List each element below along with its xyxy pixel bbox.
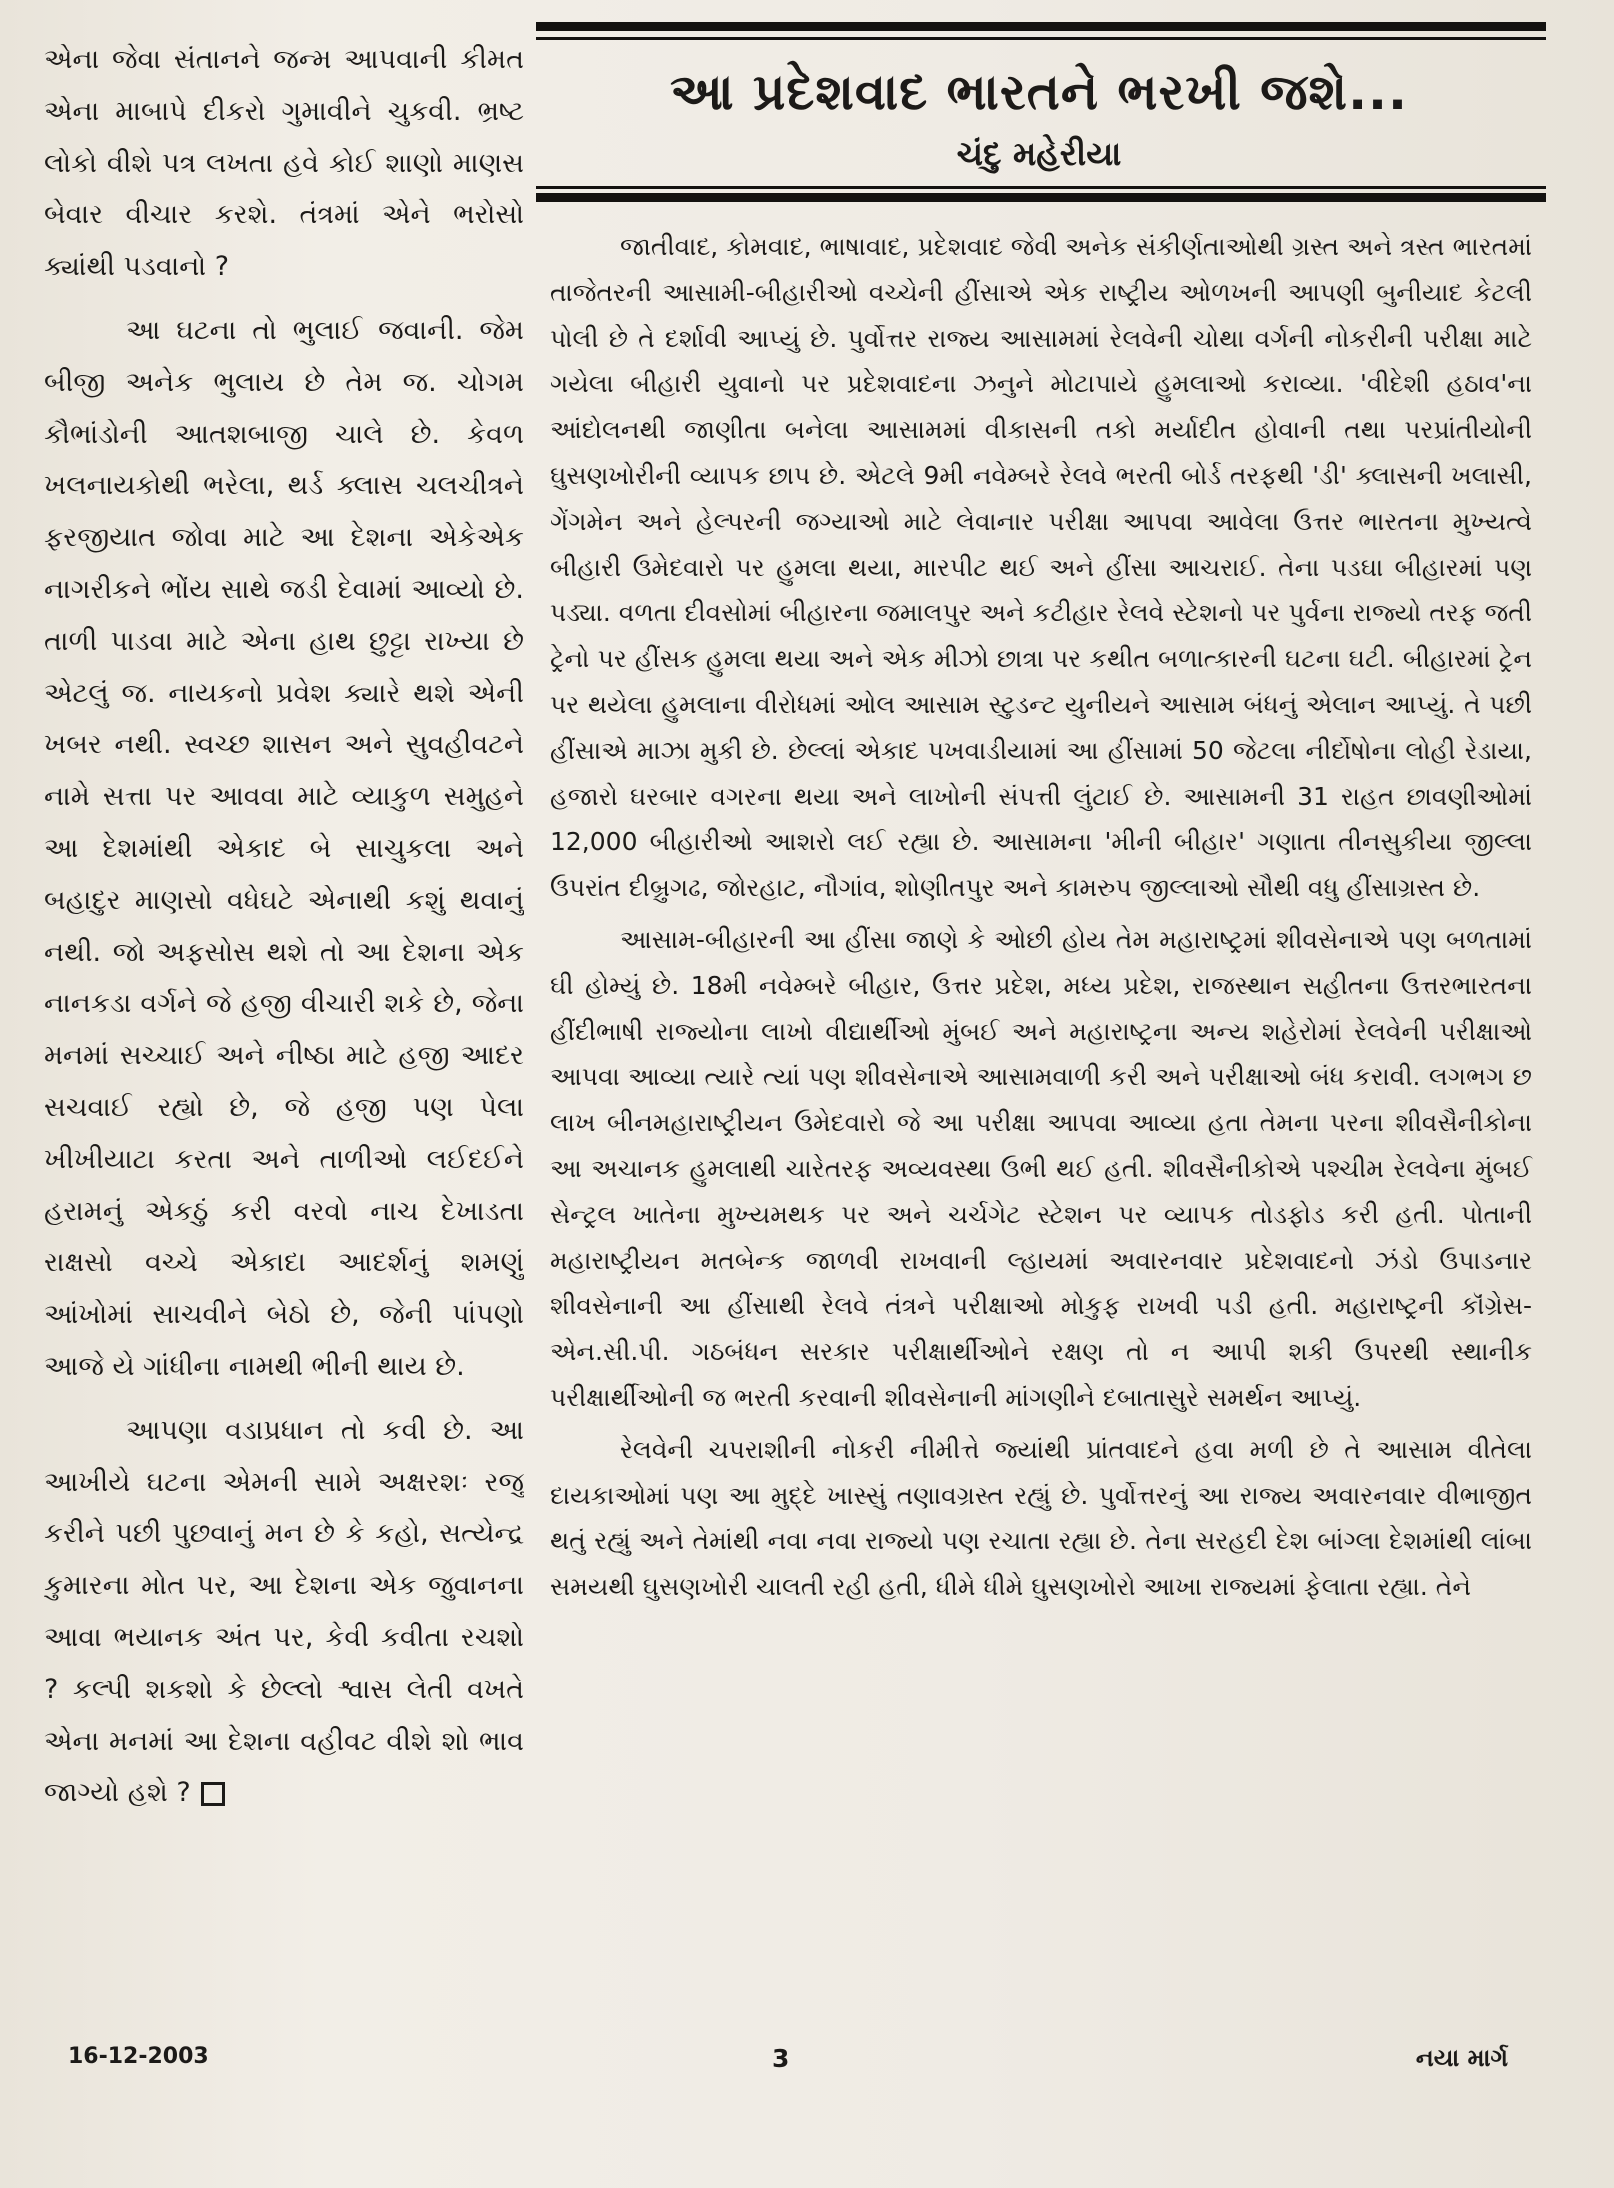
left-paragraph-3-text: આપણા વડાપ્રધાન તો કવી છે. આ આખીયે ઘટના એમની સામે અક્ષરશઃ રજુ કરીને પછી પુછવાનું મન છે કે કહો, સત્યેન્દ્ર કુમારના મોત પર, આ દેશના એક જુવાનના આવા ભયાનક અંત પર, કેવી કવીતા રચશો ? કલ્પી શકશો કે છેલ્લો શ્વાસ લેતી વખતે એના મનમાં આ દેશના વહીવટ વીશે શો ભાવ જાગ્યો હશે ? bbox=[44, 1414, 524, 1809]
magazine-name: નયા માર્ગ bbox=[1415, 2044, 1508, 2072]
title-top-rule bbox=[536, 22, 1546, 31]
title-bottom-thin-rule bbox=[536, 186, 1546, 189]
left-column bbox=[44, 34, 524, 2034]
article-body bbox=[532, 224, 1546, 1610]
end-of-article-box-icon bbox=[201, 1782, 225, 1806]
left-paragraph-1-text: એના જેવા સંતાનને જન્મ આપવાની કીમત એના માબાપે દીકરો ગુમાવીને ચુકવી. ભ્રષ્ટ લોકો વીશે પત્ર લખતા હવે કોઈ શાણો માણસ બેવાર વીચાર કરશે. તંત્રમાં એને ભરોસો ક્યાંથી પડવાનો ? bbox=[44, 44, 524, 283]
article-author: ચંદુ મહેરીયા bbox=[956, 134, 1122, 173]
article-title: આ પ્રદેશવાદ ભારતને ભરખી જશે... bbox=[669, 63, 1409, 121]
article-paragraph-2-text: આસામ-બીહારની આ હીંસા જાણે કે ઓછી હોય તેમ મહારાષ્ટ્રમાં શીવસેનાએ પણ બળતામાં ઘી હોમ્યું છે. 18મી નવેમ્બરે બીહાર, ઉત્તર પ્રદેશ, મધ્ય પ્રદેશ, રાજસ્થાન સહીતના ઉત્તરભારતના હીંદીભાષી રાજ્યોના લાખો વીદ્યાર્થીઓ મુંબઈ અને મહારાષ્ટ્રના અન્ય શહેરોમાં રેલવેની પરીક્ષાઓ આપવા આવ્યા ત્યારે ત્યાં પણ શીવસેનાએ આસામવાળી કરી અને પરીક્ષાઓ બંધ કરાવી. લગભગ છ લાખ બીનમહારાષ્ટ્રીયન ઉમેદવારો જે આ પરીક્ષા આપવા આવ્યા હતા તેમના પરના શીવસૈનીકોના આ અચાનક હુમલાથી ચારેતરફ અવ્યવસ્થા ઉભી થઈ હતી. શીવસૈનીકોએ પશ્ચીમ રેલવેના મુંબઈ સેન્ટ્રલ ખાતેના મુખ્યમથક પર અને ચર્ચગેટ સ્ટેશન પર વ્યાપક તોડફોડ કરી હતી. પોતાની મહારાષ્ટ્રીયન મતબેન્ક જાળવી રાખવાની લ્હાયમાં અવારનવાર પ્રદેશવાદનો ઝંડો ઉપાડનાર શીવસેનાની આ હીંસાથી રેલવે તંત્રને પરીક્ષાઓ મોકુફ રાખવી પડી હતી. મહારાષ્ટ્રની કૉંગ્રેસ-એન.સી.પી. ગઠબંધન સરકાર પરીક્ષાર્થીઓને રક્ષણ તો ન આપી શકી ઉપરથી સ્થાનીક પરીક્ષાર્થીઓની જ ભરતી કરવાની શીવસેનાની માંગણીને દબાતાસુરે સમર્થન આપ્યું. bbox=[550, 924, 1532, 1412]
title-bottom-rule bbox=[536, 193, 1546, 202]
issue-date: 16-12-2003 bbox=[68, 2044, 209, 2069]
article-paragraph-1-text: જાતીવાદ, કોમવાદ, ભાષાવાદ, પ્રદેશવાદ જેવી અનેક સંકીર્ણતાઓથી ગ્રસ્ત અને ત્રસ્ત ભારતમાં તાજેતરની આસામી-બીહારીઓ વચ્ચેની હીંસાએ એક રાષ્ટ્રીય ઓળખની આપણી બુનીયાદ કેટલી પોલી છે તે દર્શાવી આપ્યું છે. પુર્વોત્તર રાજ્ય આસામમાં રેલવેની ચોથા વર્ગની નોકરીની પરીક્ષા માટે ગયેલા બીહારી યુવાનો પર પ્રદેશવાદના ઝનુને મોટાપાયે હુમલાઓ કરાવ્યા. 'વીદેશી હઠાવ'ના આંદોલનથી જાણીતા બનેલા આસામમાં વીકાસની તકો મર્યાદીત હોવાની તથા પરપ્રાંતીયોની ઘુસણખોરીની વ્યાપક છાપ છે. એટલે 9મી નવેમ્બરે રેલવે ભરતી બોર્ડ તરફથી 'ડી' ક્લાસની ખલાસી, ગેંગમેન અને હેલ્પરની જગ્યાઓ માટે લેવાનાર પરીક્ષા આપવા આવેલા ઉત્તર ભારતના મુખ્યત્વે બીહારી ઉમેદવારો પર હુમલા થયા, મારપીટ થઈ અને હીંસા આચરાઈ. તેના પડઘા બીહારમાં પણ પડ્યા. વળતા દીવસોમાં બીહારના જમાલપુર અને કટીહાર રેલવે સ્ટેશનો પર પુર્વના રાજ્યો તરફ જતી ટ્રેનો પર હીંસક હુમલા થયા અને એક મીઝો છાત્રા પર કથીત બળાત્કારની ઘટના ઘટી. બીહારમાં ટ્રેન પર થયેલા હુમલાના વીરોધમાં ઓલ આસામ સ્ટુડન્ટ યુનીયને આસામ બંધનું એલાન આપ્યું. તે પછી હીંસાએ માઝા મુકી છે. છેલ્લાં એકાદ પખવાડીયામાં આ હીંસામાં 50 જેટલા નીર્દોષોના લોહી રેડાયા, હજારો ઘરબાર વગરના થયા અને લાખોની સંપત્તી લુંટાઈ છે. આસામની 31 રાહત છાવણીઓમાં 12,000 બીહારીઓ આશરો લઈ રહ્યા છે. આસામના 'મીની બીહાર' ગણાતા તીનસુકીયા જીલ્લા ઉપરાંત દીબ્રુગઢ, જોરહાટ, નૌગાંવ, શોણીતપુર અને કામરુપ જીલ્લાઓ સૌથી વધુ હીંસાગ્રસ્ત છે. bbox=[550, 232, 1532, 903]
page-footer bbox=[0, 2044, 1614, 2084]
page-number: 3 bbox=[772, 2044, 790, 2073]
left-paragraph-2-text: આ ઘટના તો ભુલાઈ જવાની. જેમ બીજી અનેક ભુલાય છે તેમ જ. ચોગમ કૌભાંડોની આતશબાજી ચાલે છે. કેવળ ખલનાયકોથી ભરેલા, થર્ડ ક્લાસ ચલચીત્રને ફરજીયાત જોવા માટે આ દેશના એકેએક નાગરીકને ભોંય સાથે જડી દેવામાં આવ્યો છે. તાળી પાડવા માટે એના હાથ છુટ્ટા રાખ્યા છે એટલું જ. નાયકનો પ્રવેશ ક્યારે થશે એની ખબર નથી. સ્વચ્છ શાસન અને સુવહીવટને નામે સત્તા પર આવવા માટે વ્યાકુળ સમુહને આ દેશમાંથી એકાદ બે સાચુકલા અને બહાદુર માણસો વધેઘટે એનાથી કશું થવાનું નથી. જો અફસોસ થશે તો આ દેશના એક નાનકડા વર્ગને જે હજી વીચારી શકે છે, જેના મનમાં સચ્ચાઈ અને નીષ્ઠા માટે હજી આદર સચવાઈ રહ્યો છે, જે હજી પણ પેલા ખીખીયાટા કરતા અને તાળીઓ લઈદઈને હરામનું એકઠું કરી વરવો નાચ દેખાડતા રાક્ષસો વચ્ચે એકાદા આદર્શનું શમણું આંખોમાં સાચવીને બેઠો છે, જેની પાંપણો આજે યે ગાંધીના નામથી ભીની થાય છે. bbox=[44, 314, 524, 1382]
left-paragraph-2 bbox=[44, 305, 524, 1393]
left-paragraph-3 bbox=[44, 1405, 524, 1819]
article-paragraph-3-text: રેલવેની ચપરાશીની નોકરી નીમીત્તે જ્યાંથી પ્રાંતવાદને હવા મળી છે તે આસામ વીતેલા દાયકાઓમાં પણ આ મુદ્દે ખાસ્સું તણાવગ્રસ્ત રહ્યું છે. પુર્વોત્તરનું આ રાજ્ય અવારનવાર વીભાજીત થતું રહ્યું અને તેમાંથી નવા નવા રાજ્યો પણ રચાતા રહ્યા છે. તેના સરહદી દેશ બાંગ્લા દેશમાંથી લાંબા સમયથી ઘુસણખોરી ચાલતી રહી હતી, ધીમે ધીમે ઘુસણખોરો આખા રાજ્યમાં ફેલાતા રહ્યા. તેને bbox=[550, 1434, 1532, 1602]
article-column bbox=[532, 22, 1546, 2052]
article-paragraph-2 bbox=[550, 917, 1532, 1421]
article-paragraph-3 bbox=[550, 1427, 1532, 1610]
title-top-thin-rule bbox=[536, 37, 1546, 40]
left-paragraph-1 bbox=[44, 34, 524, 293]
article-paragraph-1 bbox=[550, 224, 1532, 911]
